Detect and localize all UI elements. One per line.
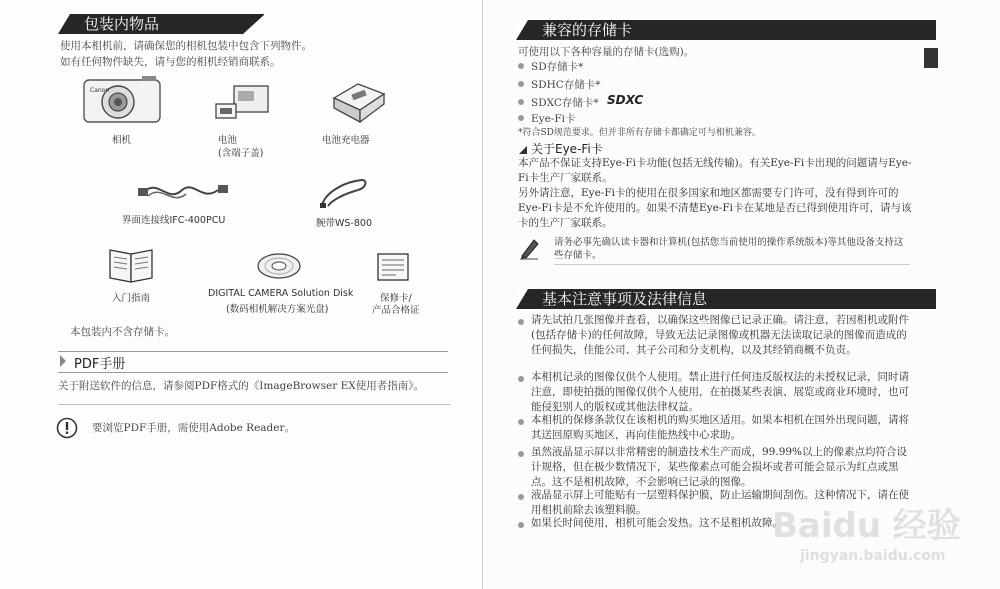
chapter-tab [924, 48, 938, 68]
bullet-dot [518, 451, 524, 457]
solution-disk-icon [256, 252, 302, 280]
wrist-strap-icon [318, 176, 370, 210]
section-title-package-contents: 包装内物品 [58, 14, 264, 34]
caption-disc-1: DIGITAL CAMERA Solution Disk [208, 288, 354, 299]
baidu-watermark-url: jingyan.baidu.com [800, 548, 946, 564]
bullet-dot [518, 376, 524, 382]
note-warranty: 本相机的保修条款仅在该相机的购买地区适用。如果本相机在国外出现问题，请将其送回原购买地区，再向佳能热线中心求助。 [531, 414, 909, 441]
eyefi-heading: 关于Eye-Fi卡 [531, 142, 603, 156]
eyefi-paragraph-2: 另外请注意，Eye-Fi卡的使用在很多国家和地区都需要专门许可，没有得到许可的Eye-Fi卡是不允许使用的。如果不清楚Eye-Fi卡在某地是否已得到使用许可，请与该卡的生产厂家联系。 [518, 187, 912, 229]
caption-warranty-2: 产品合格证 [372, 305, 420, 316]
note-heat: 如果长时间使用，相机可能会发热。这不是相机故障。 [531, 517, 783, 529]
caution-icon [56, 417, 78, 439]
caption-cable: 界面连接线IFC-400PCU [122, 215, 226, 226]
card-eyefi: Eye-Fi卡 [531, 113, 576, 125]
battery-charger-icon [330, 80, 388, 124]
pencil-memo-icon [518, 236, 540, 260]
caption-charger: 电池充电器 [322, 135, 370, 146]
camera-icon [82, 74, 164, 126]
caption-strap: 腕带WS-800 [316, 218, 372, 229]
note-protective-film: 液晶显示屏上可能贴有一层塑料保护膜，防止运输期间刮伤。这种情况下，请在使用相机前除去该塑料膜。 [531, 489, 909, 516]
eyefi-paragraph-1: 本产品不保证支持Eye-Fi卡功能(包括无线传输)。有关Eye-Fi卡出现的问题请与Eye-Fi卡生产厂家联系。 [518, 157, 912, 184]
compatible-cards-subtitle: 可使用以下各种容量的存储卡(选购)。 [518, 46, 695, 58]
bullet-dot [518, 419, 524, 425]
warranty-card-icon [376, 252, 410, 282]
bullet-dot [518, 494, 524, 500]
bullet-dot [518, 522, 524, 528]
bullet-dot [518, 81, 524, 87]
pdf-manual-text: 关于附送软件的信息，请参阅PDF格式的《ImageBrowser EX使用者指南》。 [58, 380, 424, 392]
bullet-dot [518, 99, 524, 105]
cards-footnote: *符合SD规范要求。但并非所有存储卡都确定可与相机兼容。 [518, 128, 761, 138]
bullet-dot [518, 319, 524, 325]
triangle-bullet-icon [518, 145, 528, 155]
note-lcd-pixels: 虽然液晶显示屏以非常精密的制造技术生产而成，99.99%以上的像素点均符合设计规格，但在极少数情况下，某些像素点可能会损坏或者可能会显示为红点或黑点。这不是相机故障，不会影响已记录的图像。 [531, 446, 908, 488]
pdf-manual-header: PDF手册 [58, 351, 448, 373]
caption-battery-note: (含端子盖) [218, 148, 264, 159]
battery-icon [214, 82, 272, 124]
intro-line-1: 使用本相机前，请确保您的相机包装中包含下列物件。 [60, 40, 312, 52]
svg-text:SDXC: SDXC [607, 93, 644, 107]
getting-started-guide-icon [106, 248, 156, 284]
caption-camera: 相机 [112, 135, 132, 146]
memo-text: 请务必事先确认读卡器和计算机(包括您当前使用的操作系统版本)等其他设备支持这些存储卡。 [554, 237, 904, 261]
card-sdxc: SDXC存储卡* [531, 97, 599, 109]
adobe-reader-caution: 要浏览PDF手册，需使用Adobe Reader。 [92, 422, 296, 434]
caption-battery: 电池 [218, 135, 238, 146]
note-copyright: 本相机记录的图像仅供个人使用。禁止进行任何违反版权法的未授权记录，同时请注意，即使拍摄的图像仅供个人使用，在拍摄某些表演、展览或商业环境时，也可能侵犯别人的版权或其他法律权益。 [531, 371, 909, 413]
interface-cable-icon [138, 176, 230, 206]
section-title-precautions-legal: 基本注意事项及法律信息 [516, 289, 936, 309]
intro-line-2: 如有任何物件缺失，请与您的相机经销商联系。 [60, 56, 281, 68]
section-title-compatible-cards: 兼容的存储卡 [516, 20, 936, 40]
bullet-dot [518, 63, 524, 69]
svg-text:Canon: Canon [90, 87, 110, 94]
left-page [0, 0, 483, 589]
card-sd: SD存储卡* [531, 61, 584, 73]
card-sdhc: SDHC存储卡* [531, 79, 601, 91]
no-memory-card-note: 本包装内不含存储卡。 [70, 326, 175, 338]
baidu-watermark: Baidu 经验 [772, 506, 961, 546]
caption-warranty-1: 保修卡/ [380, 293, 412, 304]
caption-guide: 入门指南 [112, 293, 151, 304]
sdxc-logo-icon [606, 90, 644, 110]
note-test-shots: 请先试拍几张图像并查看，以确保这些图像已记录正确。请注意，若因相机或附件(包括存储卡)的任何故障，导致无法记录图像或机器无法读取记录的图像而造成的任何损失，佳能公司、其子公司和分支机构，以及其经销商概不负责。 [531, 314, 909, 356]
bullet-dot [518, 115, 524, 121]
caption-disc-2: (数码相机解决方案光盘) [226, 304, 329, 315]
